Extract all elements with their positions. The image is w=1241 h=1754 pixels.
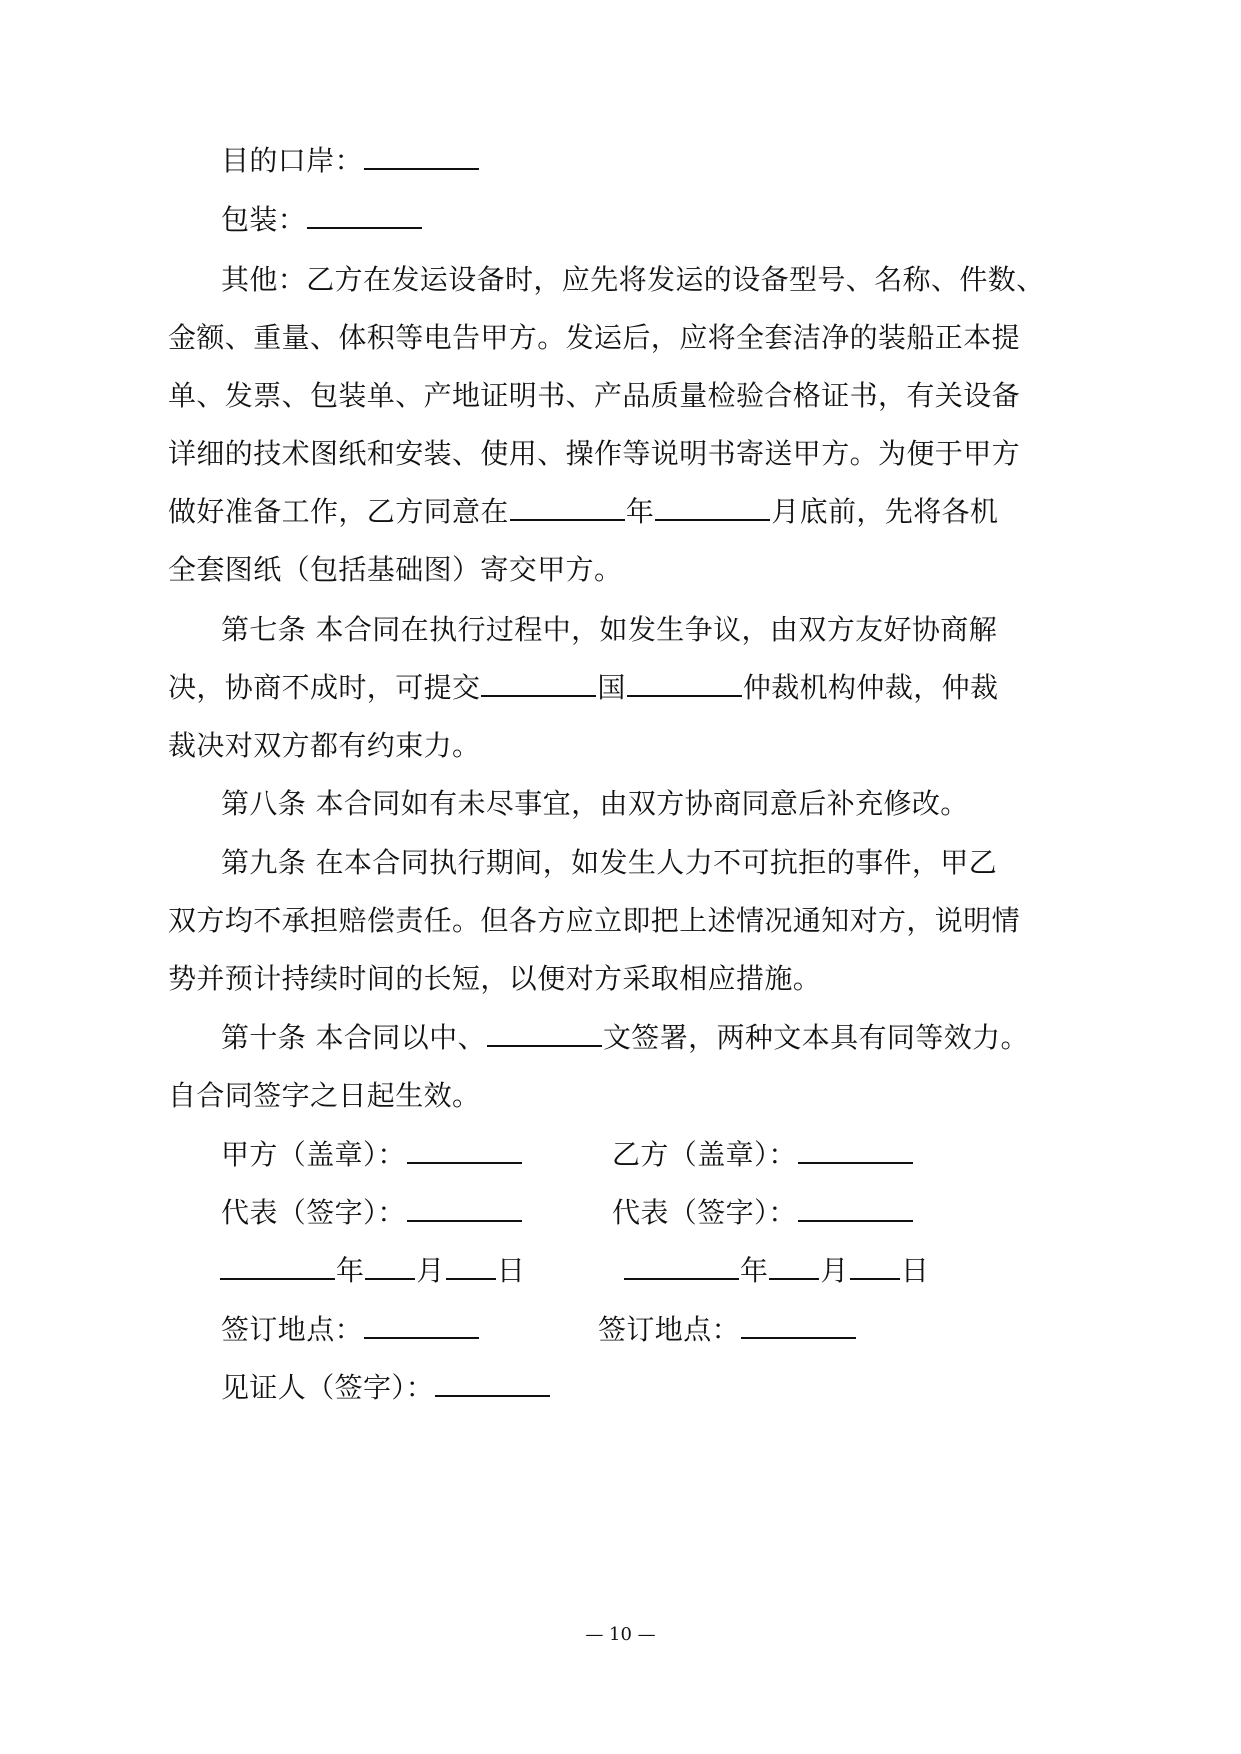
packing-label: 包装： — [221, 203, 307, 236]
rep-a-label: 代表（签字）： — [221, 1196, 406, 1229]
date-b-month-blank — [769, 1254, 819, 1280]
place-b-label: 签订地点： — [598, 1313, 741, 1346]
other-line-2: 金额、重量、体积等电告甲方。发运后，应将全套洁净的装船正本提 — [168, 321, 1021, 354]
party-a-seal-blank — [407, 1138, 522, 1164]
article-10-text-a: 第十条 本合同以中、 — [221, 1021, 486, 1054]
other-line-1: 其他：乙方在发运设备时，应先将发运的设备型号、名称、件数、 — [221, 263, 1045, 296]
place-b-line — [598, 1312, 857, 1348]
packing-blank — [307, 203, 422, 229]
rep-a-line — [221, 1195, 523, 1231]
article-7-line-1: 第七条 本合同在执行过程中，如发生争议，由双方友好协商解 — [221, 613, 998, 646]
date-a-day-label: 日 — [496, 1254, 526, 1287]
date-b-year-label: 年 — [740, 1254, 769, 1287]
date-b-day-blank — [850, 1254, 900, 1280]
party-b-seal-line — [612, 1137, 914, 1173]
rep-b-label: 代表（签字）： — [612, 1196, 797, 1229]
date-a-day-blank — [446, 1254, 496, 1280]
article-9-line-3: 势并预计持续时间的长短，以便对方采取相应措施。 — [168, 962, 822, 995]
other-line-4: 详细的技术图纸和安装、使用、操作等说明书寄送甲方。为便于甲方 — [168, 437, 1021, 470]
month-blank — [655, 495, 770, 521]
article-8-line-1: 第八条 本合同如有未尽事宜，由双方协商同意后补充修改。 — [221, 787, 969, 820]
article-10-text-b: 文签署，两种文本具有同等效力。 — [602, 1021, 1029, 1054]
packing-line — [221, 202, 423, 238]
witness-label: 见证人（签字）： — [221, 1371, 435, 1404]
other-line-5-text-b: 年 — [625, 495, 655, 528]
date-b-line — [623, 1253, 929, 1289]
place-b-blank — [741, 1313, 856, 1339]
place-a-label: 签订地点： — [221, 1313, 364, 1346]
date-a-month-blank — [365, 1254, 415, 1280]
article-10-line-2: 自合同签字之日起生效。 — [168, 1079, 481, 1112]
article-9-line-2: 双方均不承担赔偿责任。但各方应立即把上述情况通知对方，说明情 — [168, 904, 1021, 937]
article-7-line-3: 裁决对双方都有约束力。 — [168, 729, 481, 762]
place-a-blank — [364, 1313, 479, 1339]
witness-line — [221, 1370, 551, 1406]
date-a-year-label: 年 — [336, 1254, 365, 1287]
date-b-month-label: 月 — [820, 1254, 849, 1287]
witness-blank — [435, 1371, 550, 1397]
port-label: 目的口岸： — [221, 144, 364, 177]
other-line-3: 单、发票、包装单、产地证明书、产品质量检验合格证书，有关设备 — [168, 379, 1021, 412]
other-line-5-text-c: 月底前，先将各机 — [771, 495, 999, 528]
article-7-text-b: 国 — [597, 671, 626, 704]
party-b-seal-label: 乙方（盖章）： — [612, 1138, 797, 1171]
date-a-line — [219, 1253, 525, 1289]
language-blank — [487, 1021, 602, 1047]
article-7-line-2 — [168, 670, 998, 706]
other-line-6: 全套图纸（包括基础图）寄交甲方。 — [168, 553, 623, 586]
party-a-seal-line — [221, 1137, 523, 1173]
place-a-line — [221, 1312, 480, 1348]
article-10-line-1 — [221, 1020, 1029, 1056]
other-line-5 — [168, 494, 998, 530]
rep-a-blank — [407, 1196, 522, 1222]
arbitration-blank — [627, 671, 742, 697]
rep-b-line — [612, 1195, 914, 1231]
country-blank — [481, 671, 596, 697]
date-b-day-label: 日 — [900, 1254, 930, 1287]
other-line-5-text-a: 做好准备工作，乙方同意在 — [168, 495, 509, 528]
article-9-line-1: 第九条 在本合同执行期间，如发生人力不可抗拒的事件，甲乙 — [221, 846, 998, 879]
party-b-seal-blank — [798, 1138, 913, 1164]
port-line — [221, 143, 480, 179]
article-7-text-c: 仲裁机构仲裁，仲裁 — [742, 671, 999, 704]
article-7-text-a: 决，协商不成时，可提交 — [168, 671, 481, 704]
page-number: — 10 — — [585, 1624, 656, 1645]
party-a-seal-label: 甲方（盖章）： — [221, 1138, 406, 1171]
year-blank — [510, 495, 625, 521]
port-blank — [364, 144, 479, 170]
date-b-year-blank — [624, 1254, 739, 1280]
rep-b-blank — [798, 1196, 913, 1222]
date-a-month-label: 月 — [416, 1254, 445, 1287]
date-a-year-blank — [220, 1254, 335, 1280]
